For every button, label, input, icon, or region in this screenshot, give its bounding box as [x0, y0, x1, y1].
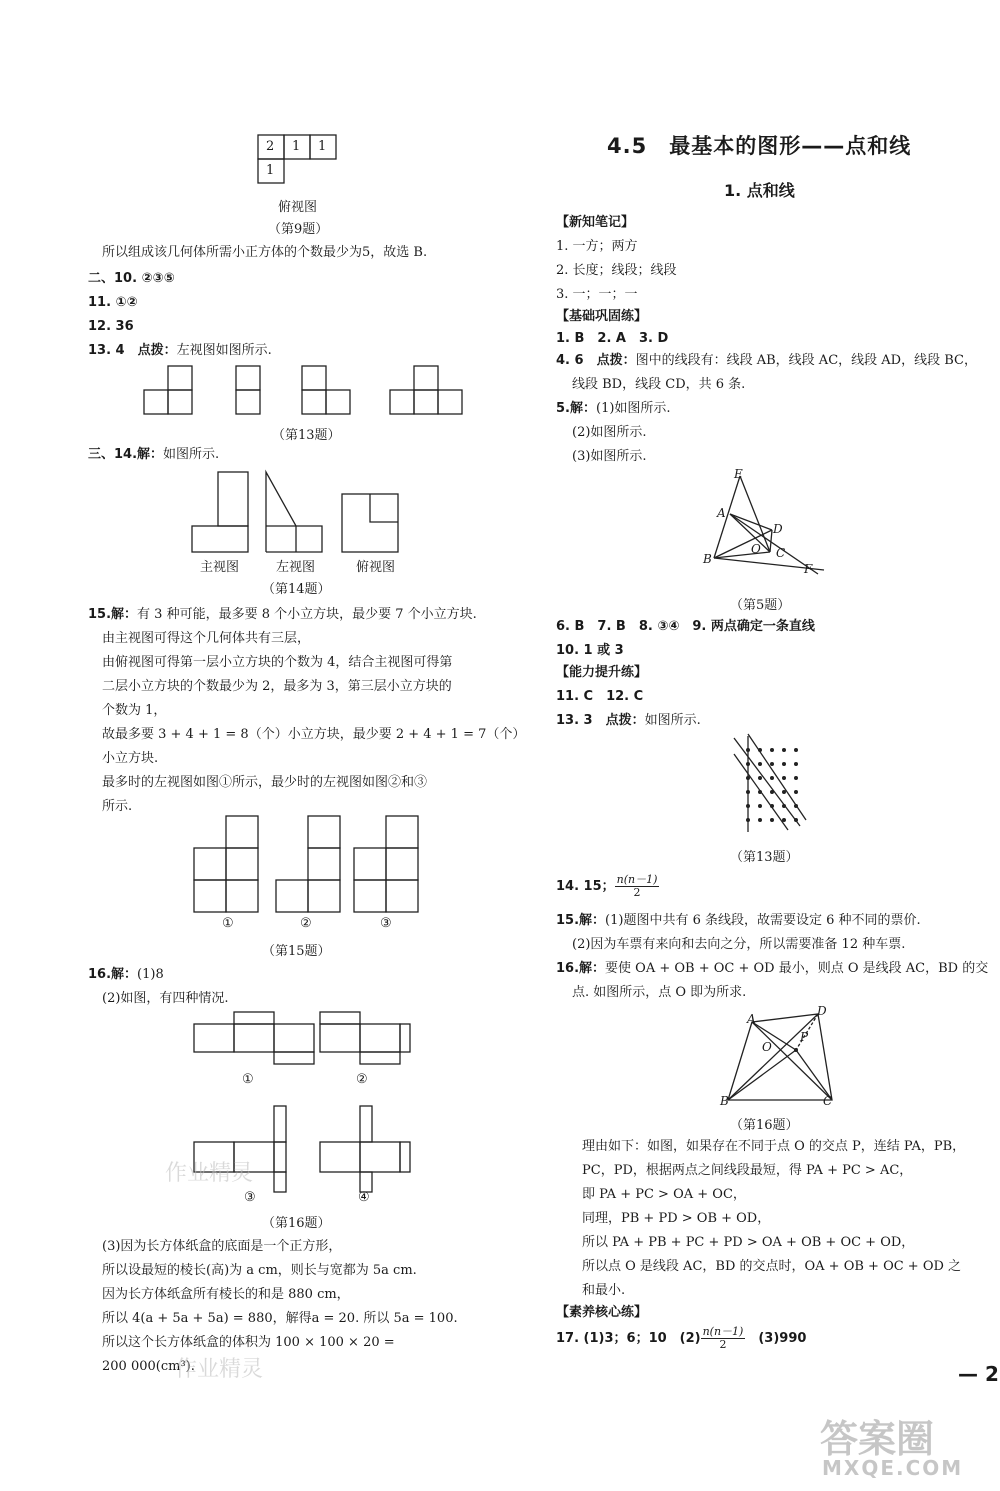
q16-p3-6: 200 000(cm³). — [102, 1359, 195, 1374]
basic-5-3: (3)如图所示. — [572, 449, 647, 464]
q9-text: 所以组成该几何体所需小正方体的个数最少为5，故选 B. — [102, 245, 428, 260]
q14-text: 如图所示. — [163, 447, 220, 462]
q14-caption: （第14题） — [262, 582, 331, 597]
q15-caption: （第15题） — [262, 944, 331, 959]
ability-13-line — [556, 712, 701, 730]
q15-mark-1: ① — [222, 916, 234, 931]
grid-cell-3: 1 — [318, 139, 327, 154]
q13-dot-grid-figure — [738, 734, 808, 834]
q14-line — [88, 446, 219, 464]
ability-15-num: 15. — [556, 913, 580, 928]
q16-point-B: B — [720, 1094, 729, 1108]
q16-reason-1: 理由如下：如图，如果存在不同于点 O 的交点 P，连结 PA，PB， — [582, 1139, 966, 1154]
q15-line-6: 故最多要 3 + 4 + 1 = 8（个）小立方块，最少要 2 + 4 + 1 = 7（个） — [102, 727, 526, 742]
note-2: 2. 长度；线段；线段 — [556, 263, 677, 278]
basic-4-tip: 点拨： — [596, 353, 636, 368]
ability-13-text: 如图所示. — [644, 713, 701, 728]
basic-10: 10. 1 或 3 — [556, 643, 624, 658]
grid-cell-2: 1 — [292, 139, 301, 154]
q16-right-caption: （第16题） — [730, 1118, 799, 1133]
q16-mark-4: ④ — [358, 1190, 370, 1205]
basic-4-text: 图中的线段有：线段 AB，线段 AC，线段 AD，线段 BC， — [635, 353, 977, 368]
q15-line-1: 有 3 种可能，最多要 8 个小立方块，最少要 7 个小立方块. — [137, 607, 477, 622]
core-17-frac-num: n(n－1) — [702, 1325, 744, 1338]
core-17-frac-den: 2 — [719, 1338, 727, 1351]
q13-num: 13. 4 — [88, 343, 125, 358]
ability-13-tip: 点拨： — [605, 713, 645, 728]
q15-line-3: 由俯视图可得第一层小立方块的个数为 4，结合主视图可得第 — [102, 655, 453, 670]
q15-figures — [192, 814, 422, 914]
q13-tip: 点拨： — [137, 343, 177, 358]
q15-mark-2: ② — [300, 916, 312, 931]
q15-line-5: 个数为 1， — [102, 703, 167, 718]
q11: 11. ①② — [88, 295, 138, 310]
basic-5-2: (2)如图所示. — [572, 425, 647, 440]
q16-p3-5: 所以这个长方体纸盒的体积为 100 × 100 × 20 = — [102, 1335, 395, 1350]
q5-point-A: A — [717, 506, 726, 520]
q16-quadrilateral-figure — [720, 1008, 840, 1108]
ability-14-frac-num: n(n－1) — [616, 873, 658, 886]
basic-5-1: (1)如图所示. — [596, 401, 671, 416]
basic-4-text2: 线段 BD，线段 CD，共 6 条. — [572, 377, 746, 392]
basic-5-sol: 解： — [569, 401, 596, 416]
q15-line-2: 由主视图可得这个几何体共有三层， — [102, 631, 311, 646]
q14-figures — [190, 468, 410, 558]
ability-16-num: 16. — [556, 961, 580, 976]
q5-point-F: F — [804, 562, 813, 576]
section-title: 4.5 最基本的图形——点和线 — [607, 134, 912, 158]
q16-point-C: C — [823, 1094, 833, 1108]
q16-line — [88, 966, 164, 984]
q16-reason-6: 所以点 O 是线段 AC，BD 的交点时，OA + OB + OC + OD 之 — [582, 1259, 962, 1274]
basic-4-num: 4. 6 — [556, 353, 584, 368]
ability-14-frac-den: 2 — [633, 886, 641, 899]
basic-1-3: 1. B 2. A 3. D — [556, 331, 669, 346]
ability-14-fraction — [615, 874, 660, 899]
sec-new-notes: 【新知笔记】 — [556, 215, 635, 230]
q16-p3-1: (3)因为长方体纸盒的底面是一个正方形， — [102, 1239, 342, 1254]
ability-16-line — [556, 960, 988, 978]
q16-reason-7: 和最小. — [582, 1283, 626, 1298]
basic-5-num: 5. — [556, 401, 570, 416]
core-17-fraction — [701, 1326, 746, 1351]
q15-sol: 解： — [111, 607, 138, 622]
q15-line-8: 最多时的左视图如图①所示，最少时的左视图如图②和③ — [102, 775, 428, 790]
q15-mark-3: ③ — [380, 916, 392, 931]
core-17-b: (3)990 — [745, 1331, 807, 1346]
q15-line-7: 小立方块. — [102, 751, 159, 766]
ability-14-num: 14. 15； — [556, 879, 615, 894]
q5-point-E: E — [734, 467, 743, 481]
q16-reason-3: 即 PA + PC > OA + OC， — [582, 1187, 746, 1202]
q16-mark-2: ② — [356, 1072, 368, 1087]
ability-11-12: 11. C 12. C — [556, 689, 644, 704]
ability-16-1: 要使 OA + OB + OC + OD 最小，则点 O 是线段 AC，BD 的交 — [605, 961, 989, 976]
ability-16-2: 点. 如图所示，点 O 即为所求. — [572, 985, 747, 1000]
q15-line-9: 所示. — [102, 799, 133, 814]
q15-line-4: 二层小立方块的个数最少为 2，最多为 3，第三层小立方块的 — [102, 679, 452, 694]
ability-15-1: (1)题图中共有 6 条线段，故需要设定 6 种不同的票价. — [605, 913, 921, 928]
q5-point-O: O — [751, 542, 761, 556]
note-1: 1. 一方；两方 — [556, 239, 638, 254]
q16-point-D: D — [817, 1004, 827, 1018]
watermark-url: MXQE.COM — [822, 1456, 964, 1480]
q13-text: 左视图如图所示. — [176, 343, 272, 358]
ability-15-2: (2)因为车票有来向和去向之分，所以需要准备 12 种车票. — [572, 937, 906, 952]
q13-right-caption: （第13题） — [730, 850, 799, 865]
q16-p3-4: 所以 4(a + 5a + 5a) = 880，解得a = 20. 所以 5a = 100. — [102, 1311, 458, 1326]
stamp-watermark-1: 作业精灵 — [165, 1161, 254, 1186]
basic-6-9: 6. B 7. B 8. ③④ 9. 两点确定一条直线 — [556, 619, 815, 634]
q16-p3-2: 所以设最短的棱长(高)为 a cm，则长与宽都为 5a cm. — [102, 1263, 417, 1278]
q5-point-D: D — [773, 522, 783, 536]
q16-num: 16. — [88, 967, 112, 982]
ability-14-line — [556, 874, 659, 899]
q9-caption: （第9题） — [268, 222, 329, 237]
q10: 二、10. ②③⑤ — [88, 271, 175, 286]
q16-mark-3: ③ — [244, 1190, 256, 1205]
page-number: — 2 — [958, 1362, 999, 1386]
q16-point-A: A — [747, 1012, 756, 1026]
q14-label-front: 主视图 — [200, 560, 240, 575]
q16-p2: (2)如图，有四种情况. — [102, 991, 229, 1006]
q14-sol: 解： — [137, 447, 164, 462]
q16-reason-4: 同理，PB + PD > OB + OD， — [582, 1211, 771, 1226]
q14-label-left: 左视图 — [276, 560, 316, 575]
basic-5-line — [556, 400, 671, 418]
ability-15-line — [556, 912, 921, 930]
basic-4-line — [556, 352, 977, 370]
q16-reason-2: PC，PD，根据两点之间线段最短，得 PA + PC > AC， — [582, 1163, 913, 1178]
sec-basic: 【基础巩固练】 — [556, 309, 648, 324]
ability-15-sol: 解： — [579, 913, 606, 928]
watermark-logo: 答案圈 — [820, 1417, 935, 1461]
q16-p1: (1)8 — [137, 967, 164, 982]
q16-point-O: O — [762, 1040, 772, 1054]
q15-num: 15. — [88, 607, 112, 622]
q5-caption: （第5题） — [730, 598, 791, 613]
section-subtitle: 1. 点和线 — [724, 181, 795, 200]
stamp-watermark-2: 作业精灵 — [175, 1357, 264, 1382]
grid-cell-4: 1 — [266, 163, 275, 178]
q15-line — [88, 606, 477, 624]
q16-caption: （第16题） — [262, 1216, 331, 1231]
q14-label-top: 俯视图 — [356, 560, 396, 575]
note-3: 3. 一；一；一 — [556, 287, 638, 302]
q12: 12. 36 — [88, 319, 134, 334]
q16-sol: 解： — [111, 967, 138, 982]
core-17-a: 17. (1)3；6；10 (2) — [556, 1331, 701, 1346]
q16-point-P: P — [800, 1030, 809, 1044]
grid-cell-1: 2 — [266, 139, 275, 154]
sec-ability: 【能力提升练】 — [556, 665, 648, 680]
core-17-line — [556, 1326, 806, 1351]
ability-16-sol: 解： — [579, 961, 606, 976]
q16-mark-1: ① — [242, 1072, 254, 1087]
q13-figures — [140, 358, 480, 418]
sec-core: 【素养核心练】 — [556, 1305, 648, 1320]
ability-13-num: 13. 3 — [556, 713, 593, 728]
q16-p3-3: 因为长方体纸盒所有棱长的和是 880 cm， — [102, 1287, 350, 1302]
q5-point-C: C — [776, 546, 786, 560]
q16-reason-5: 所以 PA + PB + PC + PD > OA + OB + OC + OD， — [582, 1235, 915, 1250]
q5-point-B: B — [703, 552, 712, 566]
q9-view-label: 俯视图 — [278, 200, 318, 215]
q13-caption: （第13题） — [272, 428, 341, 443]
q14-num: 三、14. — [88, 447, 138, 462]
